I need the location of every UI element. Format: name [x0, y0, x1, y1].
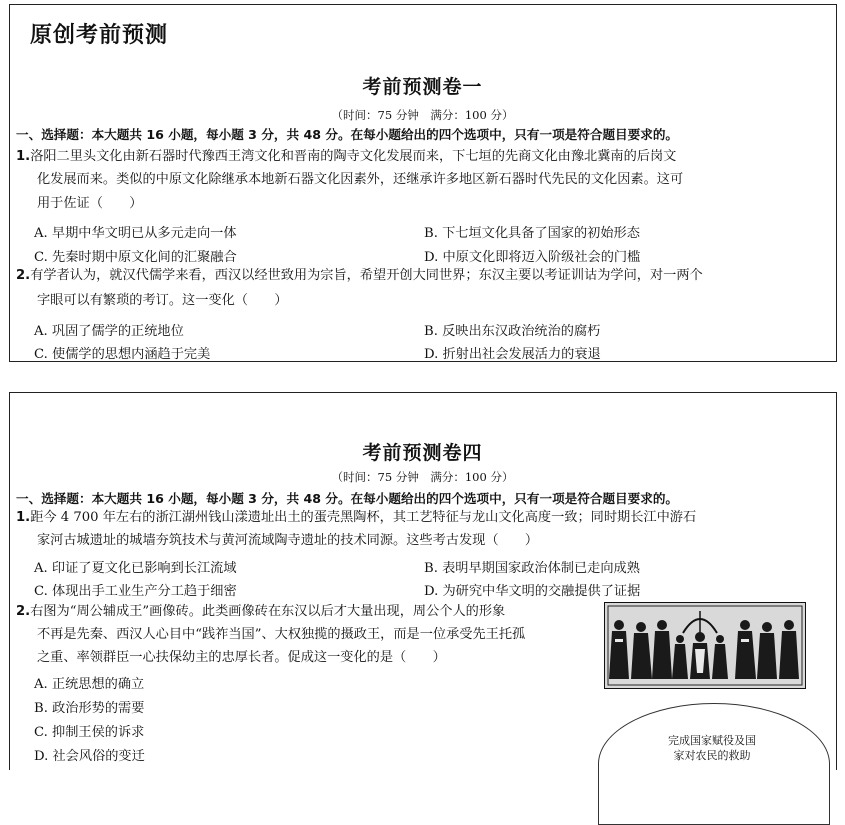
exam1-instruction: 一、选择题：本大题共 16 小题，每小题 3 分，共 48 分。在每小题给出的四个选项中，只有一项是符合题目要求的。 [16, 127, 679, 142]
diagram-label-line1: 完成国家赋役及国 [668, 734, 756, 747]
exam4-q1-line2: 家河古城遗址的城墙夯筑技术与黄河流域陶寺遗址的技术同源。这些考古发现（ ） [37, 533, 539, 548]
exam4-subtitle: （时间：75 分钟 满分：100 分） [331, 470, 514, 484]
exam4-title: 考前预测卷四 [362, 442, 483, 464]
exam1-title: 考前预测卷一 [362, 76, 483, 98]
q-number: 2. [16, 268, 31, 283]
exam4-q2-line3: 之重、率领群臣一心扶保幼主的忠厚长者。促成这一变化的是（ ） [37, 650, 446, 665]
exam4-q2-option-c[interactable]: C. 抑制王侯的诉求 [34, 725, 145, 740]
exam1-q1-option-d[interactable]: D. 中原文化即将迈入阶级社会的门槛 [424, 250, 641, 265]
exam1-q1-line2: 化发展而来。类似的中原文化除继承本地新石器文化因素外，还继承许多地区新石器时代先民的文化因素。这可 [37, 172, 684, 187]
q-number: 1. [16, 149, 31, 164]
exam1-q1-line3: 用于佐证（ ） [37, 196, 143, 211]
q-number: 1. [16, 510, 31, 525]
q-number: 2. [16, 604, 31, 619]
exam4-q1-option-c[interactable]: C. 体现出手工业生产分工趋于细密 [34, 584, 237, 599]
relief-figures-icon [605, 603, 805, 688]
exam4-q1-option-a[interactable]: A. 印证了夏文化已影响到长江流域 [34, 561, 237, 576]
exam1-q2-option-b[interactable]: B. 反映出东汉政治统治的腐朽 [424, 324, 601, 339]
exam1-q2-option-d[interactable]: D. 折射出社会发展活力的衰退 [424, 347, 601, 362]
exam1-q2 [16, 265, 703, 287]
exam4-instruction: 一、选择题：本大题共 16 小题，每小题 3 分，共 48 分。在每小题给出的四个选项中，只有一项是符合题目要求的。 [16, 491, 679, 506]
exam1-q1-option-b[interactable]: B. 下七垣文化具备了国家的初始形态 [424, 226, 640, 241]
exam4-q1-option-d[interactable]: D. 为研究中华文明的交融提供了证据 [424, 584, 641, 599]
exam4-q2-option-b[interactable]: B. 政治形势的需要 [34, 701, 145, 716]
diagram-label [642, 733, 782, 763]
relief-brick-image [604, 602, 806, 689]
q-text: 右图为“周公辅成王”画像砖。此类画像砖在东汉以后才大量出现，周公个人的形象 [30, 604, 506, 619]
exam4-q1-option-b[interactable]: B. 表明早期国家政治体制已走向成熟 [424, 561, 640, 576]
exam1-subtitle: （时间：75 分钟 满分：100 分） [331, 108, 514, 122]
exam1-q1 [16, 146, 676, 168]
exam4-q2-option-d[interactable]: D. 社会风俗的变迁 [34, 749, 145, 764]
exam1-q2-option-a[interactable]: A. 巩固了儒学的正统地位 [34, 324, 184, 339]
diagram-label-line2: 家对农民的救助 [673, 749, 751, 762]
exam4-q1 [16, 507, 696, 529]
q-text: 有学者认为，就汉代儒学来看，西汉以经世致用为宗旨，希望开创大同世界；东汉主要以考证训诂为学问，对一两个 [30, 268, 703, 283]
exam1-q1-option-a[interactable]: A. 早期中华文明已从多元走向一体 [34, 226, 237, 241]
exam4-q2-option-a[interactable]: A. 正统思想的确立 [34, 677, 145, 692]
exam1-q2-option-c[interactable]: C. 使儒学的思想内涵趋于完美 [34, 347, 211, 362]
exam4-q2-line2: 不再是先秦、西汉人心目中“践祚当国”、大权独揽的摄政王，而是一位承受先王托孤 [37, 627, 526, 642]
partial-circle-diagram [598, 703, 830, 825]
exam1-q1-option-c[interactable]: C. 先秦时期中原文化间的汇聚融合 [34, 250, 237, 265]
q-text: 距今 4 700 年左右的浙江湖州钱山漾遗址出土的蛋壳黑陶杯，其工艺特征与龙山文化高度一致；同时期长江中游石 [30, 510, 697, 525]
exam4-q2 [16, 601, 505, 623]
exam1-q2-line2: 字眼可以有繁琐的考订。这一变化（ ） [37, 293, 288, 308]
q-text: 洛阳二里头文化由新石器时代豫西王湾文化和晋南的陶寺文化发展而来，下七垣的先商文化由豫北冀南的后岗文 [30, 149, 677, 164]
section-header: 原创考前预测 [30, 23, 169, 48]
